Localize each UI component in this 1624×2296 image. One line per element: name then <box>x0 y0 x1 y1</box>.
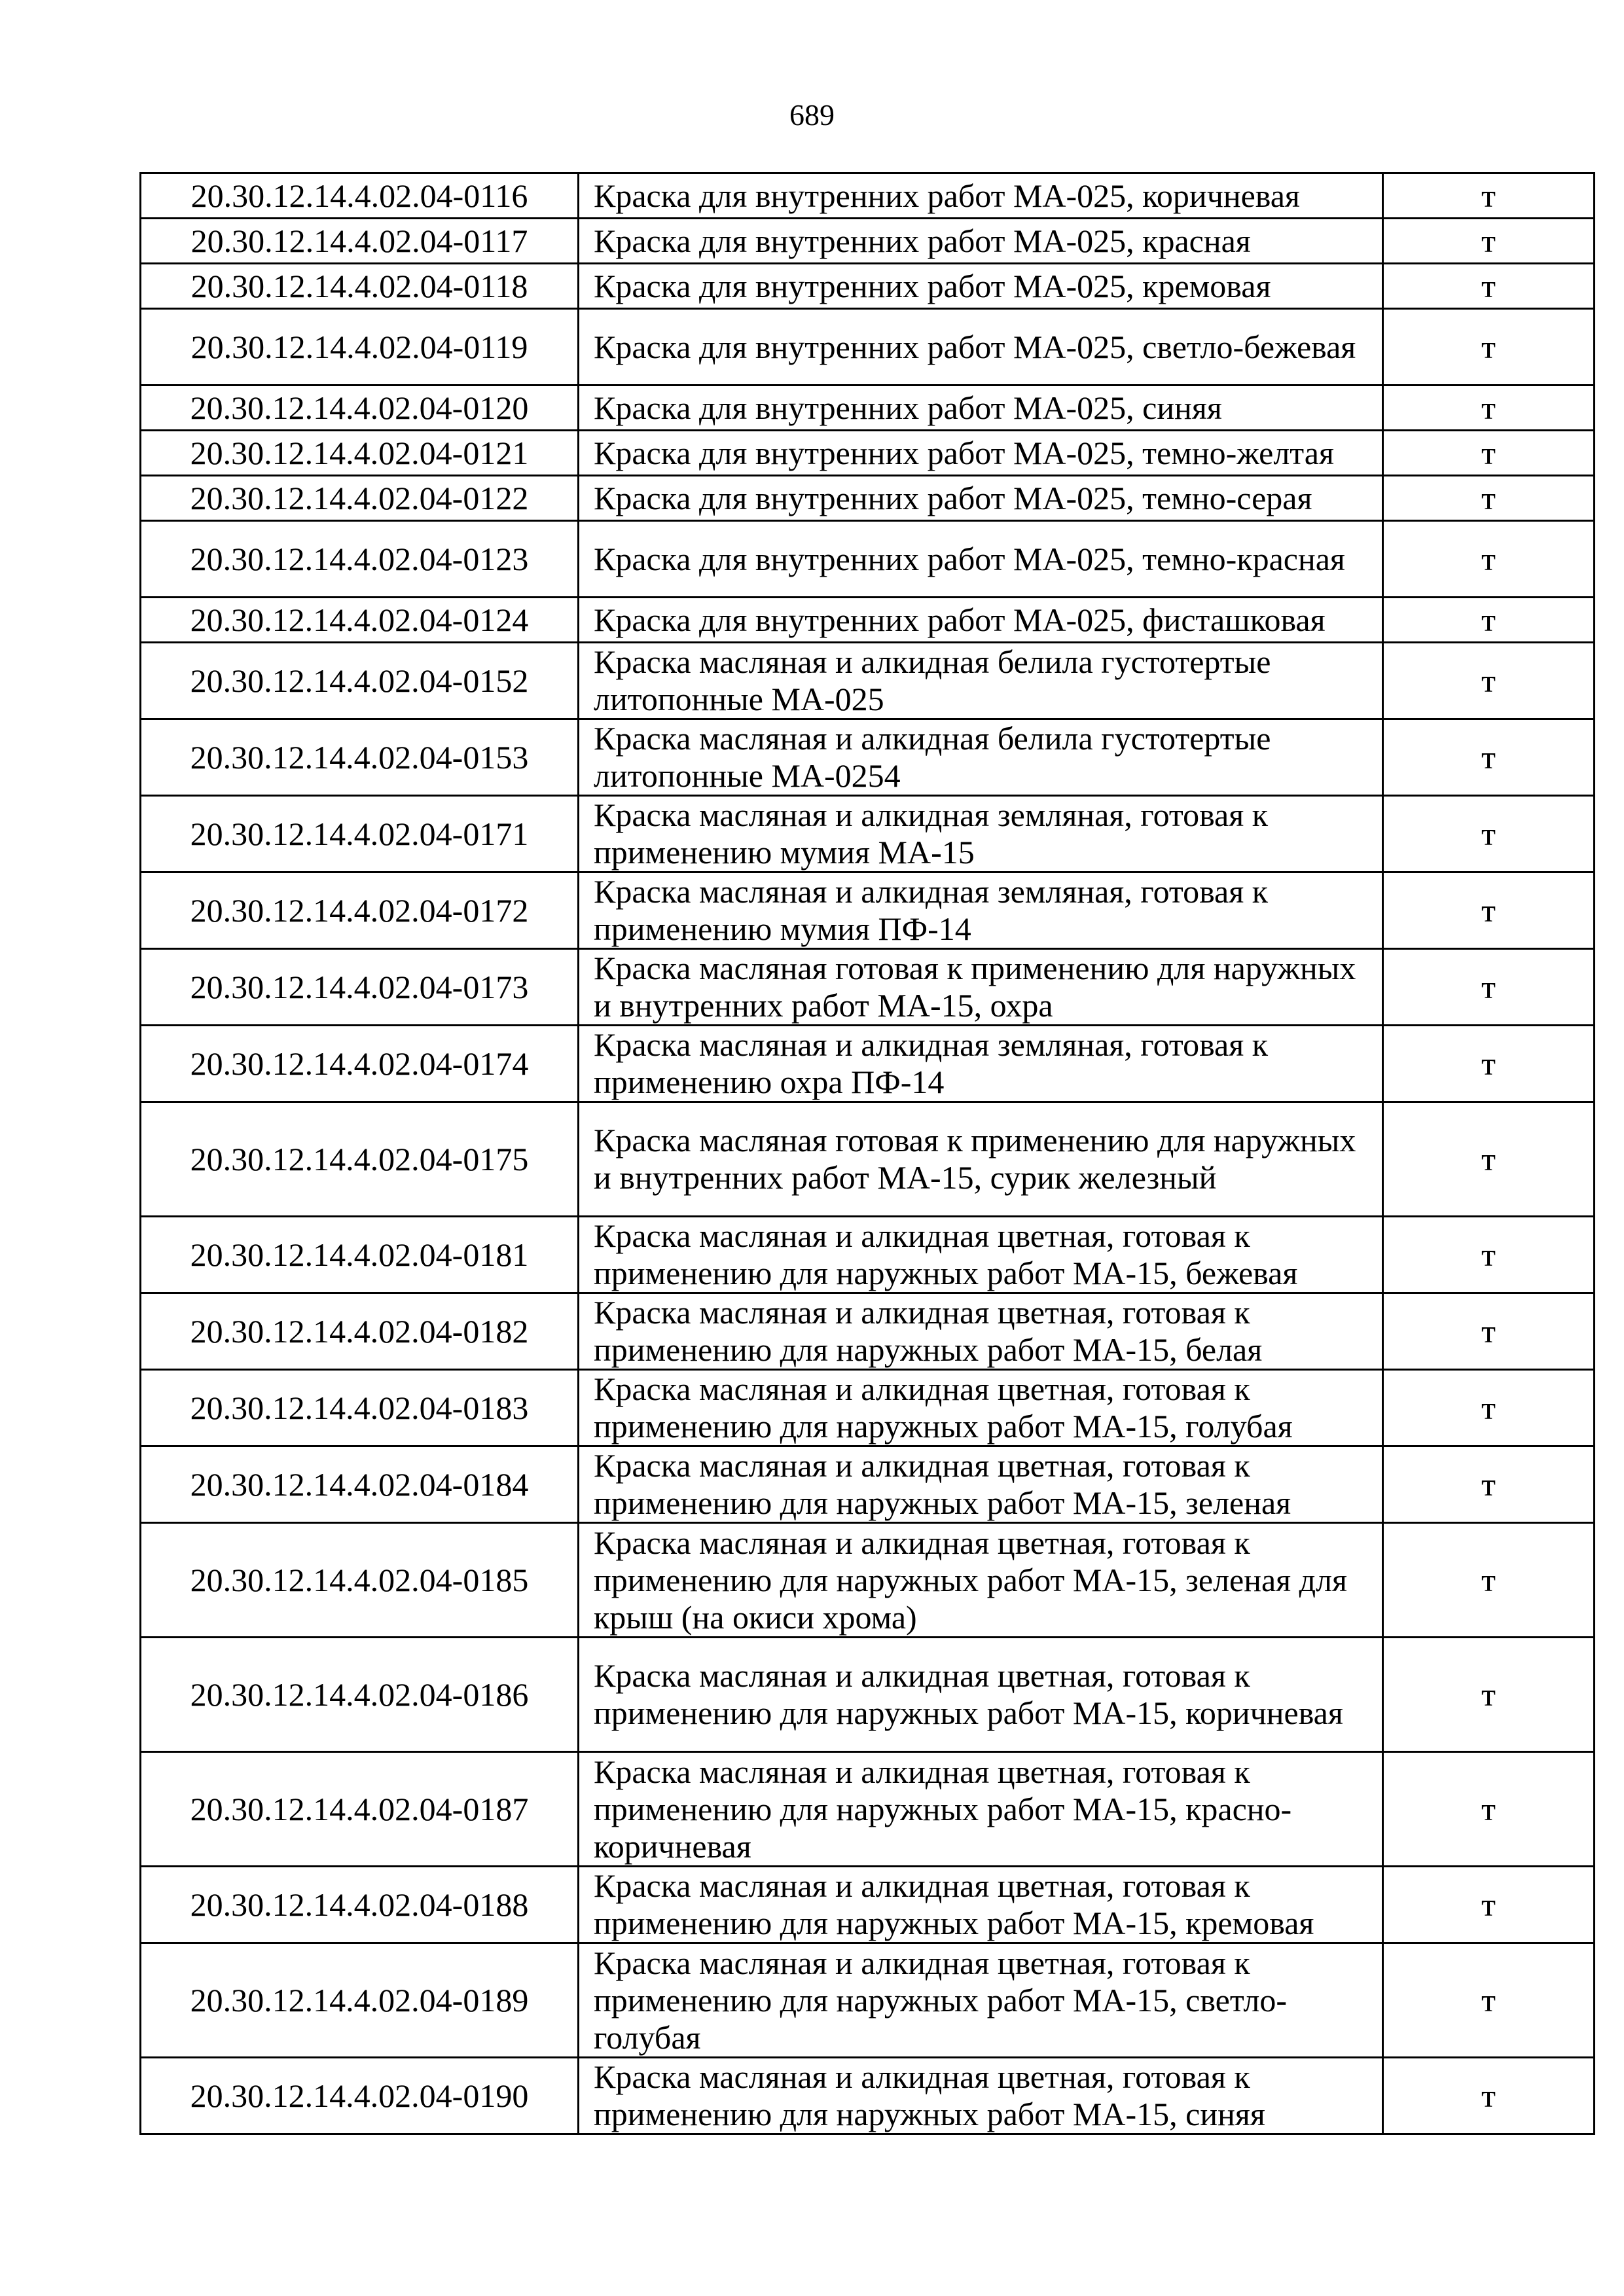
resource-name: Краска масляная и алкидная цветная, готовая к применению для наружных работ МА-15, красно-коричневая <box>579 1752 1383 1867</box>
table-row <box>141 598 1595 643</box>
unit-of-measure: т <box>1383 476 1595 521</box>
unit-of-measure: т <box>1383 1370 1595 1446</box>
resource-code: 20.30.12.14.4.02.04-0182 <box>141 1293 579 1370</box>
table-row <box>141 386 1595 431</box>
resource-name: Краска масляная готовая к применению для наружных и внутренних работ МА-15, сурик железный <box>579 1102 1383 1217</box>
table-row <box>141 476 1595 521</box>
table-row <box>141 719 1595 796</box>
resource-name: Краска масляная и алкидная белила густотертые литопонные МА-025 <box>579 643 1383 719</box>
resource-code: 20.30.12.14.4.02.04-0117 <box>141 219 579 264</box>
resource-code: 20.30.12.14.4.02.04-0173 <box>141 949 579 1026</box>
resource-code: 20.30.12.14.4.02.04-0124 <box>141 598 579 643</box>
resource-code: 20.30.12.14.4.02.04-0152 <box>141 643 579 719</box>
unit-of-measure: т <box>1383 173 1595 219</box>
resource-name: Краска для внутренних работ МА-025, синяя <box>579 386 1383 431</box>
resource-name: Краска масляная готовая к применению для наружных и внутренних работ МА-15, охра <box>579 949 1383 1026</box>
unit-of-measure: т <box>1383 598 1595 643</box>
table-row <box>141 1370 1595 1446</box>
resource-name: Краска для внутренних работ МА-025, темно-серая <box>579 476 1383 521</box>
resource-code: 20.30.12.14.4.02.04-0122 <box>141 476 579 521</box>
resource-name: Краска для внутренних работ МА-025, темно-красная <box>579 521 1383 598</box>
unit-of-measure: т <box>1383 309 1595 386</box>
table-row <box>141 1026 1595 1102</box>
resource-code: 20.30.12.14.4.02.04-0190 <box>141 2058 579 2134</box>
resource-name: Краска масляная и алкидная цветная, готовая к применению для наружных работ МА-15, светло-голубая <box>579 1943 1383 2058</box>
unit-of-measure: т <box>1383 719 1595 796</box>
resource-name: Краска масляная и алкидная цветная, готовая к применению для наружных работ МА-15, коричневая <box>579 1638 1383 1752</box>
resource-name: Краска для внутренних работ МА-025, кремовая <box>579 264 1383 309</box>
table-row <box>141 521 1595 598</box>
resource-code: 20.30.12.14.4.02.04-0174 <box>141 1026 579 1102</box>
unit-of-measure: т <box>1383 1867 1595 1943</box>
table-row <box>141 1102 1595 1217</box>
unit-of-measure: т <box>1383 431 1595 476</box>
materials-table <box>139 172 1595 2135</box>
unit-of-measure: т <box>1383 949 1595 1026</box>
table-row <box>141 1638 1595 1752</box>
table-row <box>141 2058 1595 2134</box>
table-row <box>141 1293 1595 1370</box>
table-row <box>141 264 1595 309</box>
resource-code: 20.30.12.14.4.02.04-0189 <box>141 1943 579 2058</box>
table-row <box>141 173 1595 219</box>
resource-code: 20.30.12.14.4.02.04-0123 <box>141 521 579 598</box>
table-row <box>141 309 1595 386</box>
resource-code: 20.30.12.14.4.02.04-0172 <box>141 872 579 949</box>
table-row <box>141 949 1595 1026</box>
resource-name: Краска масляная и алкидная цветная, готовая к применению для наружных работ МА-15, зеленая для крыш (на окиси хрома) <box>579 1523 1383 1638</box>
unit-of-measure: т <box>1383 2058 1595 2134</box>
resource-name: Краска масляная и алкидная земляная, готовая к применению охра ПФ-14 <box>579 1026 1383 1102</box>
resource-name: Краска для внутренних работ МА-025, светло-бежевая <box>579 309 1383 386</box>
resource-name: Краска масляная и алкидная цветная, готовая к применению для наружных работ МА-15, зеленая <box>579 1446 1383 1523</box>
table-body <box>141 173 1595 2134</box>
page-number: 689 <box>789 98 835 132</box>
table-row <box>141 872 1595 949</box>
table-row <box>141 431 1595 476</box>
resource-code: 20.30.12.14.4.02.04-0183 <box>141 1370 579 1446</box>
unit-of-measure: т <box>1383 1026 1595 1102</box>
unit-of-measure: т <box>1383 872 1595 949</box>
table-row <box>141 1752 1595 1867</box>
resource-name: Краска для внутренних работ МА-025, коричневая <box>579 173 1383 219</box>
unit-of-measure: т <box>1383 386 1595 431</box>
unit-of-measure: т <box>1383 1943 1595 2058</box>
resource-name: Краска масляная и алкидная цветная, готовая к применению для наружных работ МА-15, голубая <box>579 1370 1383 1446</box>
table-row <box>141 1446 1595 1523</box>
resource-code: 20.30.12.14.4.02.04-0181 <box>141 1217 579 1293</box>
unit-of-measure: т <box>1383 521 1595 598</box>
table-row <box>141 219 1595 264</box>
table-row <box>141 1523 1595 1638</box>
resource-name: Краска масляная и алкидная цветная, готовая к применению для наружных работ МА-15, синяя <box>579 2058 1383 2134</box>
resource-code: 20.30.12.14.4.02.04-0116 <box>141 173 579 219</box>
resource-code: 20.30.12.14.4.02.04-0171 <box>141 796 579 872</box>
unit-of-measure: т <box>1383 643 1595 719</box>
resource-code: 20.30.12.14.4.02.04-0188 <box>141 1867 579 1943</box>
resource-code: 20.30.12.14.4.02.04-0120 <box>141 386 579 431</box>
table-row <box>141 796 1595 872</box>
resource-name: Краска масляная и алкидная цветная, готовая к применению для наружных работ МА-15, белая <box>579 1293 1383 1370</box>
unit-of-measure: т <box>1383 1752 1595 1867</box>
unit-of-measure: т <box>1383 796 1595 872</box>
resource-name: Краска масляная и алкидная земляная, готовая к применению мумия МА-15 <box>579 796 1383 872</box>
unit-of-measure: т <box>1383 1638 1595 1752</box>
table-row <box>141 1867 1595 1943</box>
resource-name: Краска масляная и алкидная цветная, готовая к применению для наружных работ МА-15, кремовая <box>579 1867 1383 1943</box>
unit-of-measure: т <box>1383 1523 1595 1638</box>
table-row <box>141 643 1595 719</box>
unit-of-measure: т <box>1383 1446 1595 1523</box>
resource-code: 20.30.12.14.4.02.04-0121 <box>141 431 579 476</box>
resource-code: 20.30.12.14.4.02.04-0187 <box>141 1752 579 1867</box>
resource-name: Краска масляная и алкидная земляная, готовая к применению мумия ПФ-14 <box>579 872 1383 949</box>
table-row <box>141 1943 1595 2058</box>
resource-code: 20.30.12.14.4.02.04-0175 <box>141 1102 579 1217</box>
resource-name: Краска масляная и алкидная цветная, готовая к применению для наружных работ МА-15, бежевая <box>579 1217 1383 1293</box>
resource-code: 20.30.12.14.4.02.04-0186 <box>141 1638 579 1752</box>
unit-of-measure: т <box>1383 1293 1595 1370</box>
resource-code: 20.30.12.14.4.02.04-0153 <box>141 719 579 796</box>
resource-name: Краска масляная и алкидная белила густотертые литопонные МА-0254 <box>579 719 1383 796</box>
resource-name: Краска для внутренних работ МА-025, фисташковая <box>579 598 1383 643</box>
unit-of-measure: т <box>1383 264 1595 309</box>
unit-of-measure: т <box>1383 1217 1595 1293</box>
resource-name: Краска для внутренних работ МА-025, красная <box>579 219 1383 264</box>
resource-code: 20.30.12.14.4.02.04-0119 <box>141 309 579 386</box>
resource-code: 20.30.12.14.4.02.04-0118 <box>141 264 579 309</box>
table-row <box>141 1217 1595 1293</box>
unit-of-measure: т <box>1383 219 1595 264</box>
resource-code: 20.30.12.14.4.02.04-0184 <box>141 1446 579 1523</box>
resource-code: 20.30.12.14.4.02.04-0185 <box>141 1523 579 1638</box>
unit-of-measure: т <box>1383 1102 1595 1217</box>
resource-name: Краска для внутренних работ МА-025, темно-желтая <box>579 431 1383 476</box>
